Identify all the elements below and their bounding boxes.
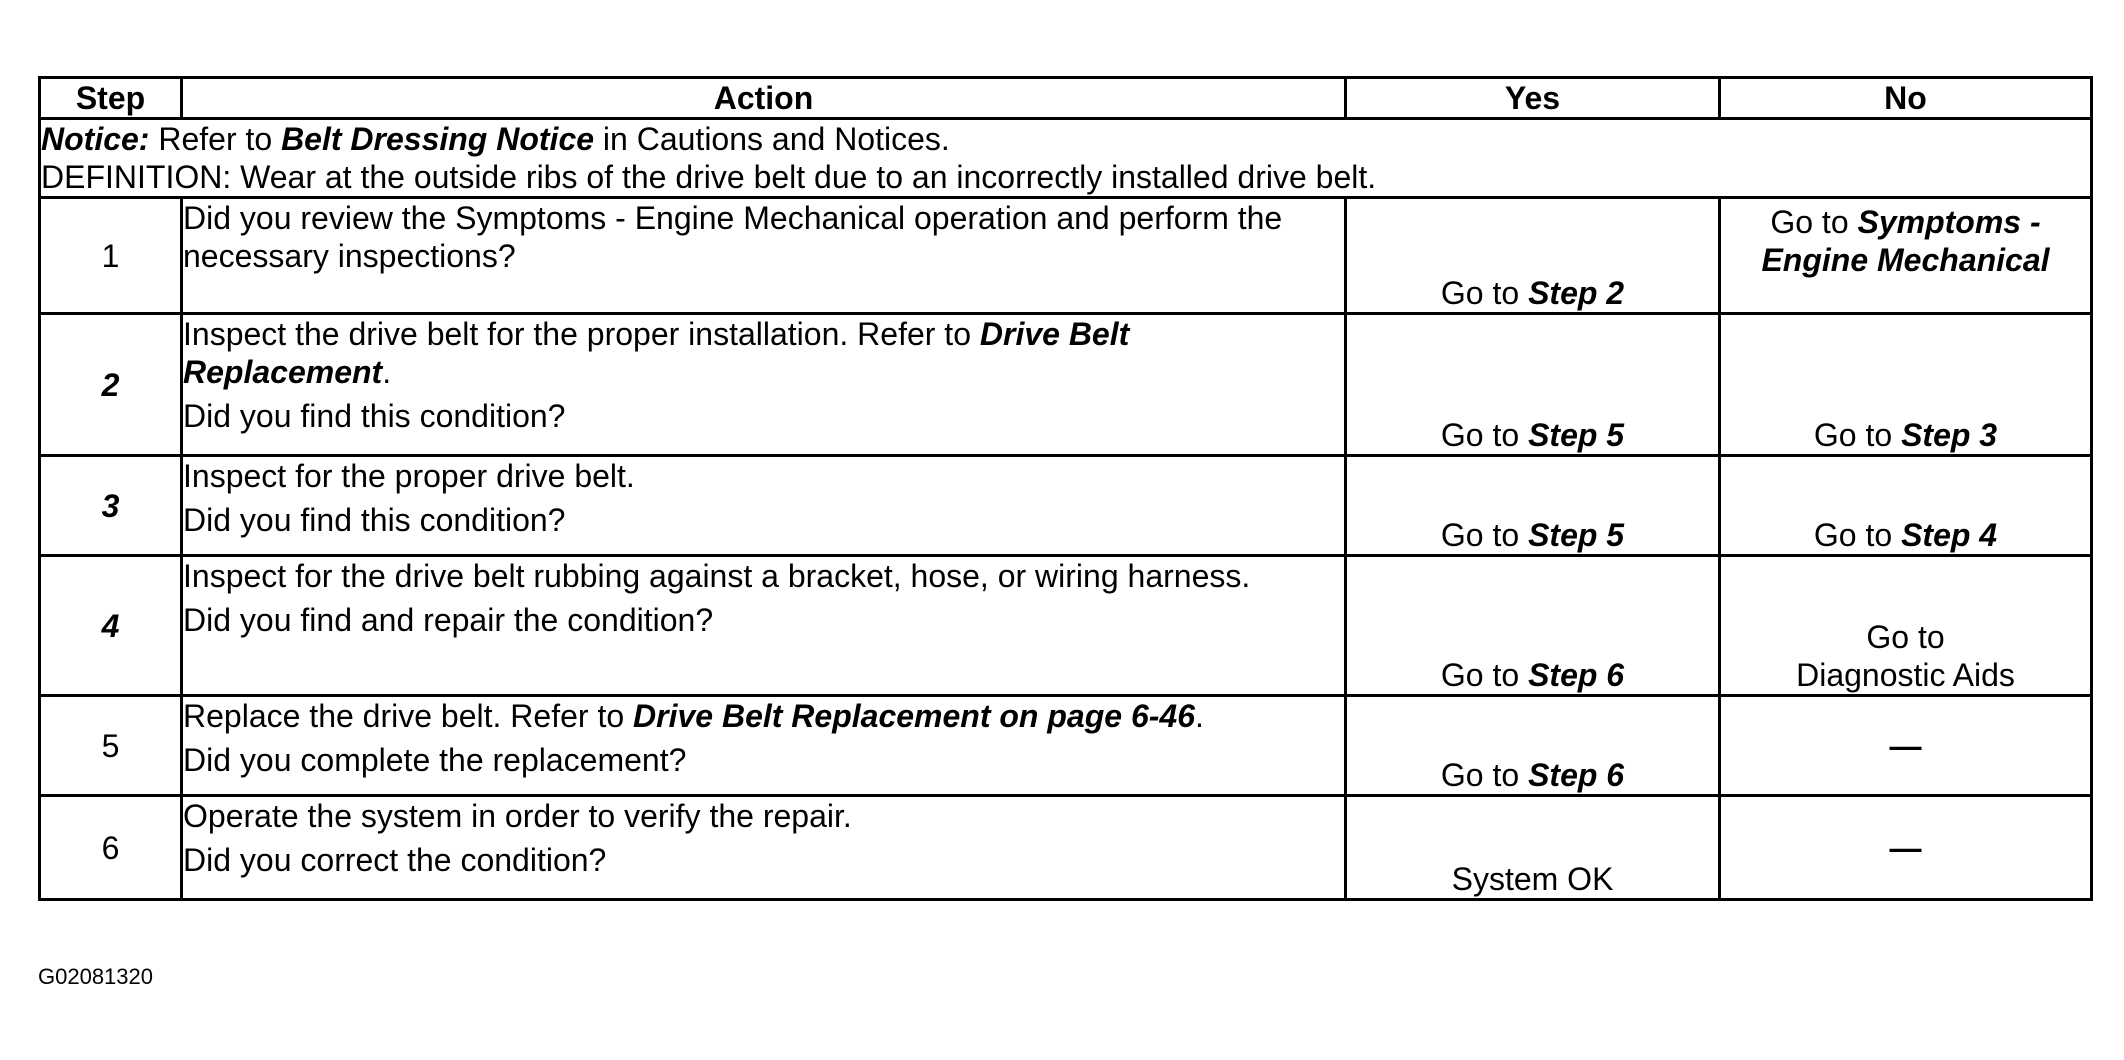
notice-text-2: in Cautions and Notices. (594, 121, 950, 157)
step-number: 4 (40, 556, 182, 696)
action-cell (182, 556, 1346, 696)
step-number: 3 (40, 456, 182, 556)
action-ref: Drive Belt Replacement on page 6-46 (633, 698, 1195, 734)
action-text-part: Replace the drive belt. Refer to (183, 698, 634, 734)
yes-prefix: Go to (1440, 757, 1529, 793)
step-number: 1 (40, 198, 182, 314)
action-end: . (1194, 698, 1204, 734)
step-number: 6 (40, 796, 182, 900)
yes-prefix: Go to (1440, 417, 1529, 453)
yes-step-ref: Step 6 (1528, 657, 1625, 693)
notice-row (40, 119, 2092, 198)
yes-cell (1346, 796, 1720, 900)
yes-cell (1346, 556, 1720, 696)
no-cell (1720, 198, 2092, 314)
action-text: Did you review the Symptoms - Engine Mechanical operation and perform the necessary inspections? (183, 200, 1283, 274)
no-prefix: Go to (1770, 204, 1858, 240)
action-text: Inspect for the proper drive belt. (183, 458, 635, 494)
no-step-ref: Step 4 (1901, 517, 1998, 553)
action-text: Inspect for the drive belt rubbing against a bracket, hose, or wiring harness. (183, 558, 1251, 594)
action-question: Did you find this condition? (183, 398, 566, 434)
yes-cell (1346, 198, 1720, 314)
notice-ref: Belt Dressing Notice (281, 121, 595, 157)
yes-step-ref: Step 5 (1528, 417, 1625, 453)
action-text (183, 697, 1344, 735)
notice-cell (40, 119, 2092, 198)
table-row (40, 314, 2092, 456)
yes-cell (1346, 696, 1720, 796)
notice-line (41, 120, 2090, 158)
yes-step-ref: Step 2 (1528, 275, 1625, 311)
table-row (40, 556, 2092, 696)
action-question: Did you find this condition? (183, 502, 566, 538)
table-row (40, 198, 2092, 314)
no-cell (1720, 696, 2092, 796)
action-question: Did you correct the condition? (183, 842, 607, 878)
no-cell (1720, 796, 2092, 900)
diagnostic-table (38, 76, 2093, 901)
yes-step-ref: Step 6 (1528, 757, 1625, 793)
no-cell (1720, 556, 2092, 696)
action-question: Did you find and repair the condition? (183, 602, 714, 638)
notice-text-1: Refer to (149, 121, 282, 157)
figure-id: G02081320 (38, 964, 153, 989)
yes-prefix: Go to (1440, 517, 1529, 553)
header-step: Step (40, 78, 182, 119)
no-ref: Symptoms - Engine Mechanical (1761, 204, 2050, 278)
action-ref: Drive Belt Replacement (183, 316, 1130, 390)
definition-line: DEFINITION: Wear at the outside ribs of the drive belt due to an incorrectly installed drive belt. (41, 159, 1377, 195)
no-prefix: Go to (1813, 417, 1902, 453)
yes-step-ref: Step 5 (1528, 517, 1625, 553)
action-cell (182, 696, 1346, 796)
notice-label: Notice: (41, 121, 150, 157)
action-question: Did you complete the replacement? (183, 742, 687, 778)
yes-cell (1346, 456, 1720, 556)
action-cell (182, 796, 1346, 900)
table-row (40, 696, 2092, 796)
no-dash: — (1889, 727, 1922, 764)
no-step-ref: Step 3 (1901, 417, 1998, 453)
action-end: . (382, 354, 392, 390)
action-cell (182, 456, 1346, 556)
no-cell (1720, 314, 2092, 456)
no-line-2: Diagnostic Aids (1796, 657, 2015, 693)
yes-prefix: Go to (1440, 275, 1529, 311)
step-number: 5 (40, 696, 182, 796)
action-text: Operate the system in order to verify the repair. (183, 798, 852, 834)
yes-text: System OK (1451, 861, 1614, 897)
header-no: No (1720, 78, 2092, 119)
header-yes: Yes (1346, 78, 1720, 119)
table-row (40, 456, 2092, 556)
header-row (40, 78, 2092, 119)
action-text (183, 315, 1344, 391)
action-cell (182, 314, 1346, 456)
diagnostic-table-container (38, 76, 2093, 901)
yes-cell (1346, 314, 1720, 456)
action-text-part: Inspect the drive belt for the proper installation. Refer to (183, 316, 980, 352)
no-line-1: Go to (1866, 619, 1945, 655)
step-number: 2 (40, 314, 182, 456)
no-dash: — (1889, 829, 1922, 866)
table-row (40, 796, 2092, 900)
no-cell (1720, 456, 2092, 556)
yes-prefix: Go to (1440, 657, 1529, 693)
no-prefix: Go to (1813, 517, 1902, 553)
header-action: Action (182, 78, 1346, 119)
action-cell (182, 198, 1346, 314)
